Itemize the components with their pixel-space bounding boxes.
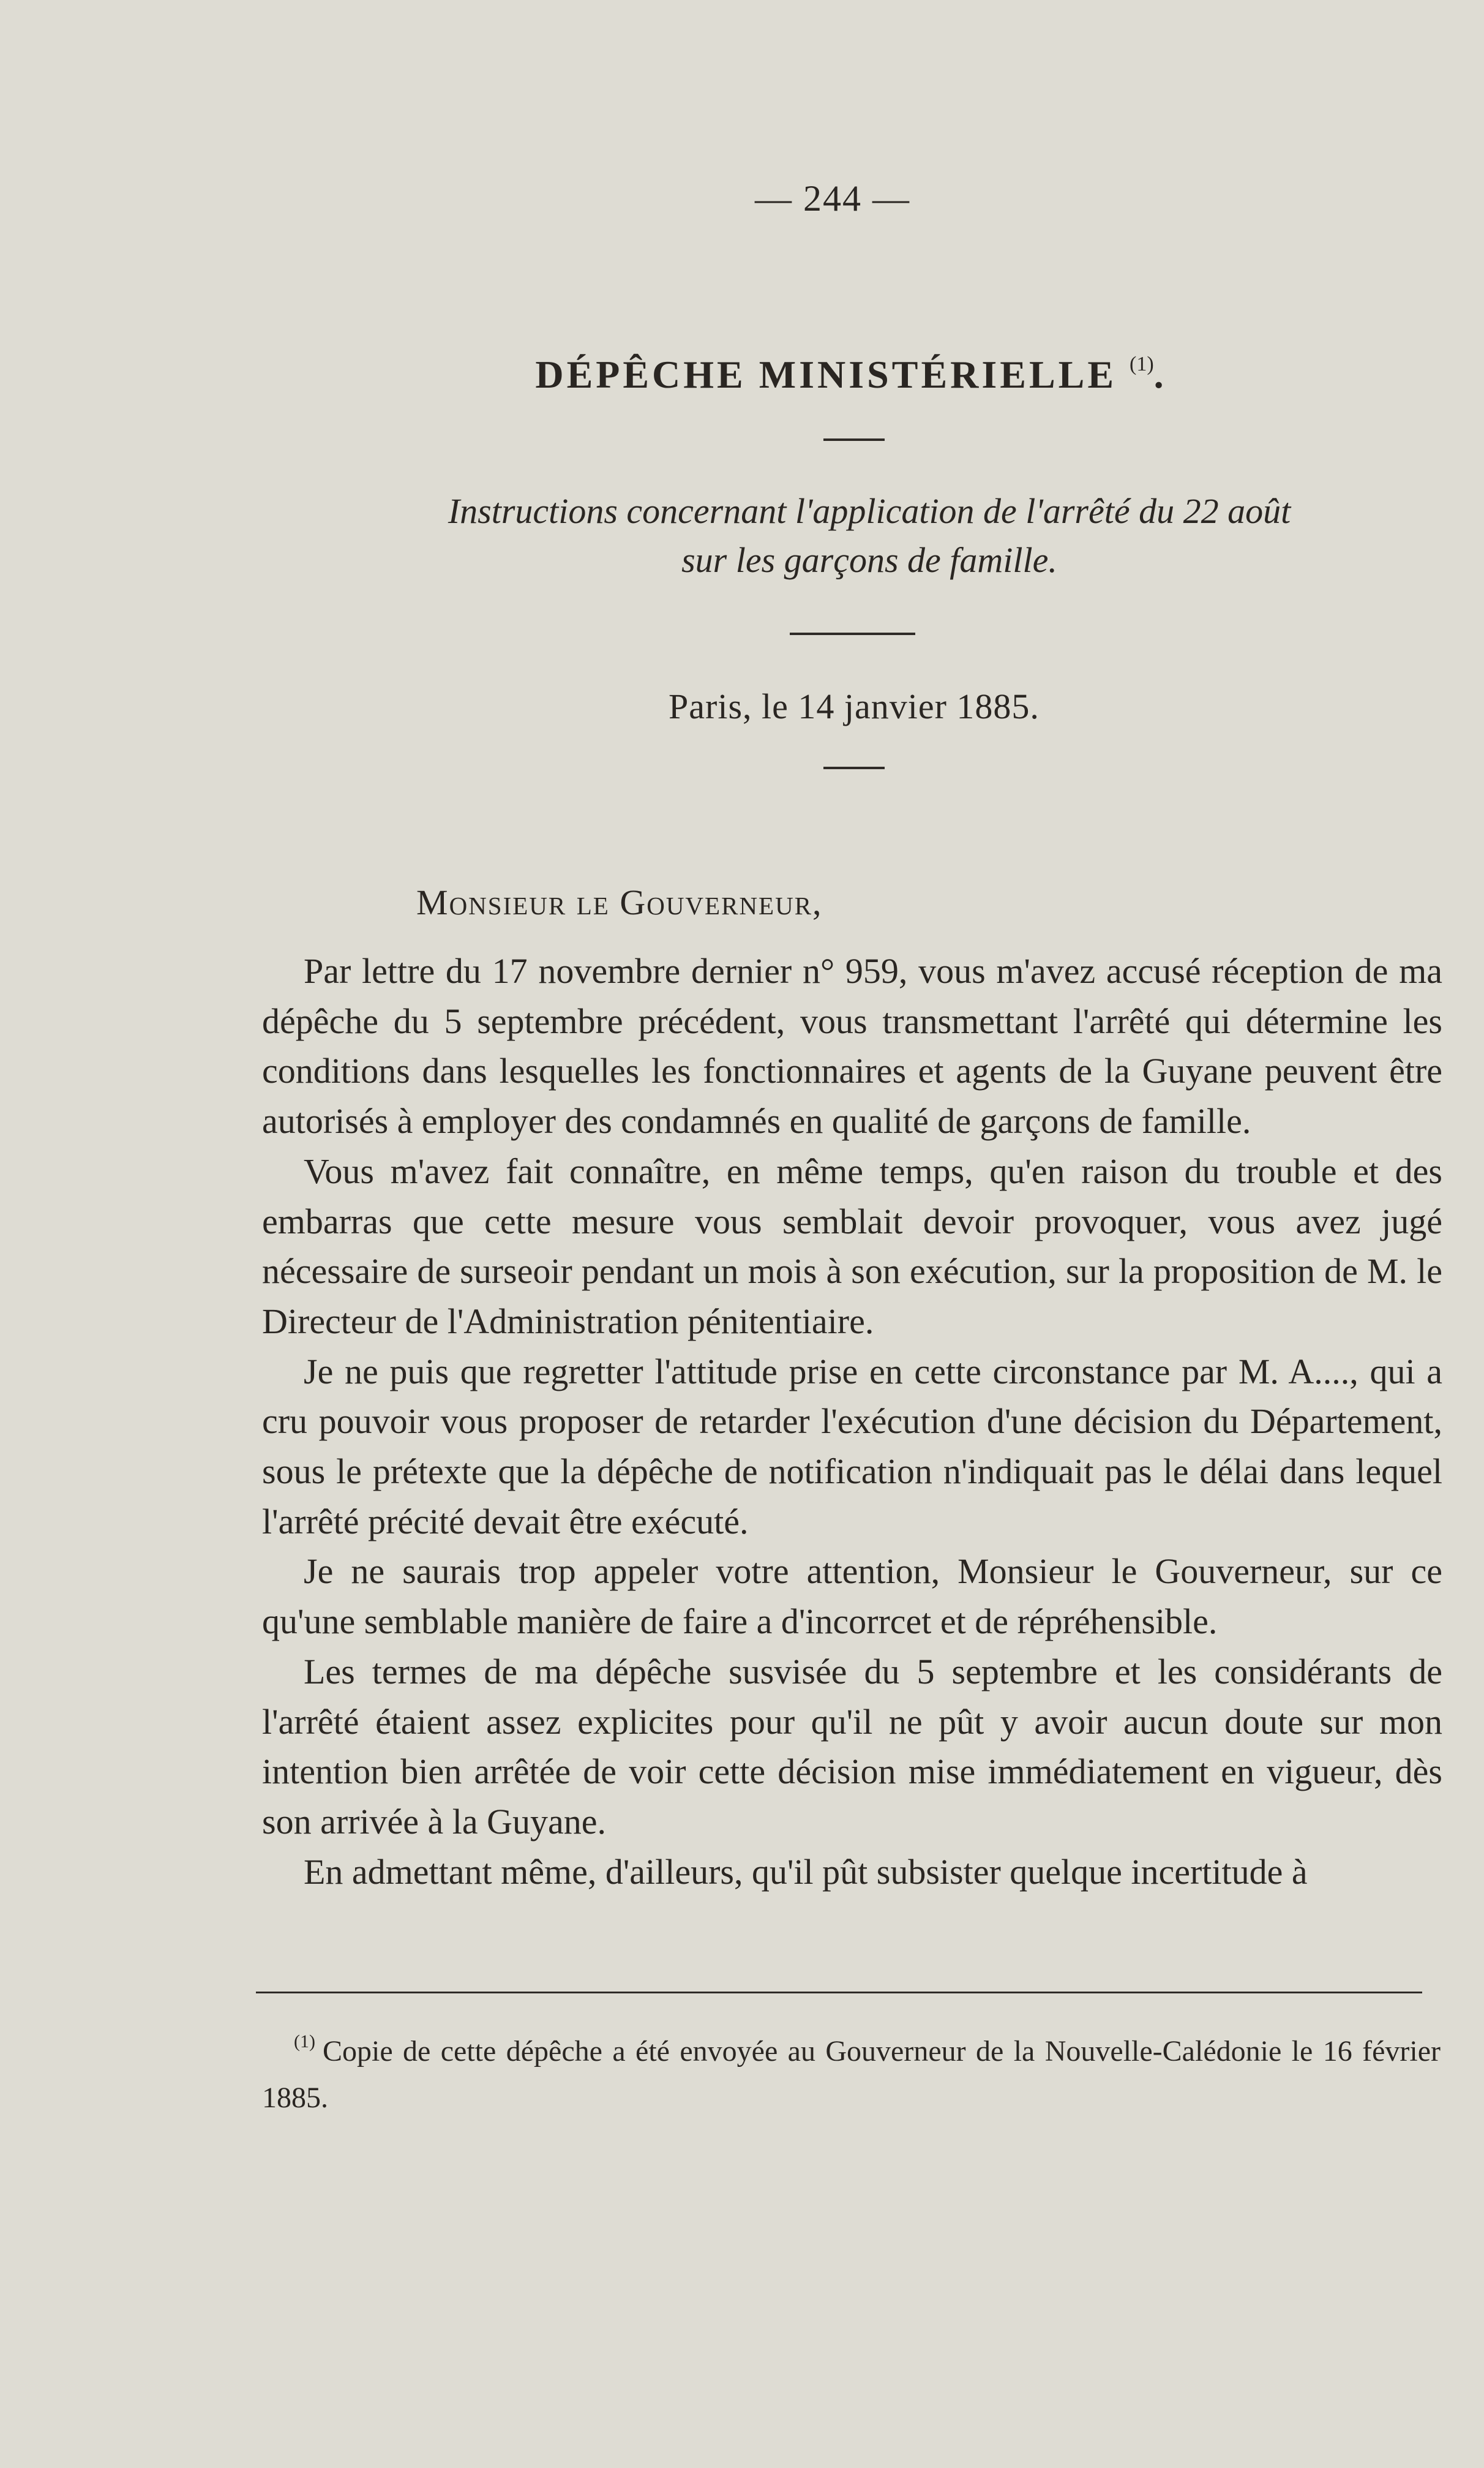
footnote	[262, 2018, 1441, 2121]
salutation: Monsieur le Gouverneur,	[416, 882, 823, 922]
title-rule	[823, 438, 885, 441]
title-footnote-marker: (1)	[1130, 353, 1154, 375]
subtitle-rule	[790, 633, 915, 635]
paragraph: Je ne puis que regretter l'attitude prise en cette circonstance par M. A...., qui a cru pouvoir vous proposer de retarder l'exécution d'une décision du Département, sous le prétexte que la dépêche de notification n'indiquait pas le délai dans lequel l'arrêté précité devait être exécuté.	[262, 1351, 1442, 1541]
paragraph: Par lettre du 17 novembre dernier n° 959, vous m'avez accusé réception de ma dépêche du 5 septembre précédent, vous transmettant l'arrêté qui détermine les conditions dans lesquelles les fonctionnaires et agents de la Guyane peuvent être autorisés à employer des condamnés en qualité de garçons de famille.	[262, 951, 1442, 1142]
subtitle-line-1: Instructions concernant l'application de l'arrêté du 22 août	[448, 491, 1291, 531]
paragraph: Vous m'avez fait connaître, en même temps, qu'en raison du trouble et des embarras que cette mesure vous semblait devoir provoquer, vous avez jugé nécessaire de surseoir pendant un mois à son exécution, sur la proposition de M. le Directeur de l'Administration pénitentiaire.	[262, 1151, 1442, 1341]
page-number: — 244 —	[755, 178, 910, 219]
subtitle-line-2: sur les garçons de famille.	[681, 540, 1057, 580]
dateline: Paris, le 14 janvier 1885.	[669, 687, 1040, 726]
paragraph: En admettant même, d'ailleurs, qu'il pût subsister quelque incertitude à	[304, 1851, 1308, 1892]
footnote-text: Copie de cette dépêche a été envoyée au Gouverneur de la Nouvelle-Calédonie le 16 février 1885.	[262, 2035, 1441, 2114]
footnote-marker: (1)	[294, 2031, 315, 2052]
document-title	[0, 352, 1484, 397]
letter-body	[262, 946, 1442, 1897]
dateline-rule	[823, 767, 885, 769]
title-text: DÉPÊCHE MINISTÉRIELLE	[535, 353, 1117, 396]
footnote-rule	[256, 1992, 1422, 1993]
paragraph: Les termes de ma dépêche susvisée du 5 septembre et les considérants de l'arrêté étaient assez explicites pour qu'il ne pût y avoir aucun doute sur mon intention bien arrêtée de voir cette décision mise immédiatement en vigueur, dès son arrivée à la Guyane.	[262, 1651, 1442, 1842]
title-period: .	[1153, 353, 1167, 396]
paragraph: Je ne saurais trop appeler votre attention, Monsieur le Gouverneur, sur ce qu'une semblable manière de faire a d'incorrcet et de répréhensible.	[262, 1551, 1442, 1642]
subtitle	[0, 487, 1484, 585]
